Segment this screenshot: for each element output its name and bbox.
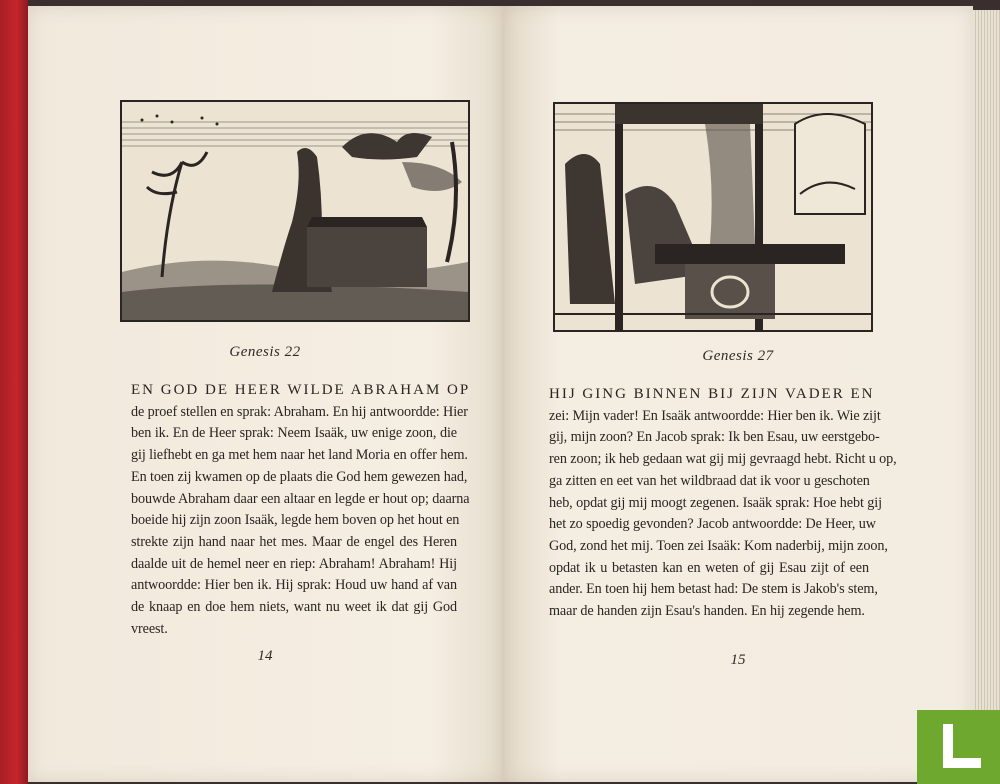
left-text-line: antwoordde: Hier ben ik. Hij sprak: Houd uw hand af van [131,577,457,594]
right-text-line: maar de handen zijn Esau's handen. En hij zegende hem. [549,603,865,620]
right-page [503,6,973,782]
left-text-line: vreest. [131,620,168,637]
right-text-line: ga zitten en eet van het wildbraad dat ik voor u geschoten [549,472,870,489]
right-body-text [549,384,897,623]
page-stack-edge [973,10,1000,784]
watermark-logo [917,710,1000,784]
left-text-line: de proef stellen en sprak: Abraham. En hij antwoordde: Hier [131,403,468,420]
page-number-right: 15 [730,652,746,668]
woodcut-isaac-blessing [553,102,873,332]
left-text-line: strekte zijn hand naar het mes. Maar de engel des Heren [131,533,457,550]
left-text-line: daalde uit de hemel neer en riep: Abraham! Abraham! Hij [131,555,457,572]
right-text-line: gij, mijn zoon? En Jacob sprak: Ik ben Esau, uw eerstgebo- [549,429,880,446]
caption-genesis-27: Genesis 27 [702,348,774,364]
left-text-line: bouwde Abraham daar een altaar en legde er hout op; daarna [131,490,470,507]
right-text-line: God, zond het mij. Toen zei Isaäk: Kom naderbij, mijn zoon, [549,537,888,554]
woodcut-abraham-sacrifice [120,100,470,322]
left-text-line: En toen zij kwamen op de plaats die God hem gewezen had, [131,468,468,485]
right-text-line: ander. En toen hij hem betast had: De stem is Jakob's stem, [549,581,878,598]
left-body-text [131,380,471,640]
right-text-line: heb, opdat gij mij moogt zegenen. Isaäk sprak: Hoe hebt gij [549,494,882,511]
caption-genesis-22: Genesis 22 [229,344,301,360]
right-text-line: opdat ik u betasten kan en weten of gij Esau zijt of een [549,559,869,576]
left-text-line: gij liefhebt en ga met hem naar het land Moria en offer hem. [131,447,468,464]
book-cover-edge [0,0,28,784]
right-text-line: zei: Mijn vader! En Isaäk antwoordde: Hier ben ik. Wie zijt [549,407,881,424]
right-text-line: het zo spoedig gevonden? Jacob antwoordde: De Heer, uw [549,516,876,533]
left-opening-line: EN GOD DE HEER WILDE ABRAHAM OP [131,382,471,398]
left-text-line: de knaap en doe hem niets, want nu weet ik dat gij God [131,599,457,616]
left-page [28,6,503,782]
left-text-line: ben ik. En de Heer sprak: Neem Isaäk, uw enige zoon, die [131,425,457,442]
right-opening-line: HIJ GING BINNEN BIJ ZIJN VADER EN [549,386,875,402]
left-text-line: boeide hij zijn zoon Isaäk, legde hem boven op het hout en [131,512,460,529]
right-text-line: ren zoon; ik heb gedaan wat gij mij gevraagd hebt. Richt u op, [549,451,897,468]
page-number-left: 14 [257,648,273,664]
